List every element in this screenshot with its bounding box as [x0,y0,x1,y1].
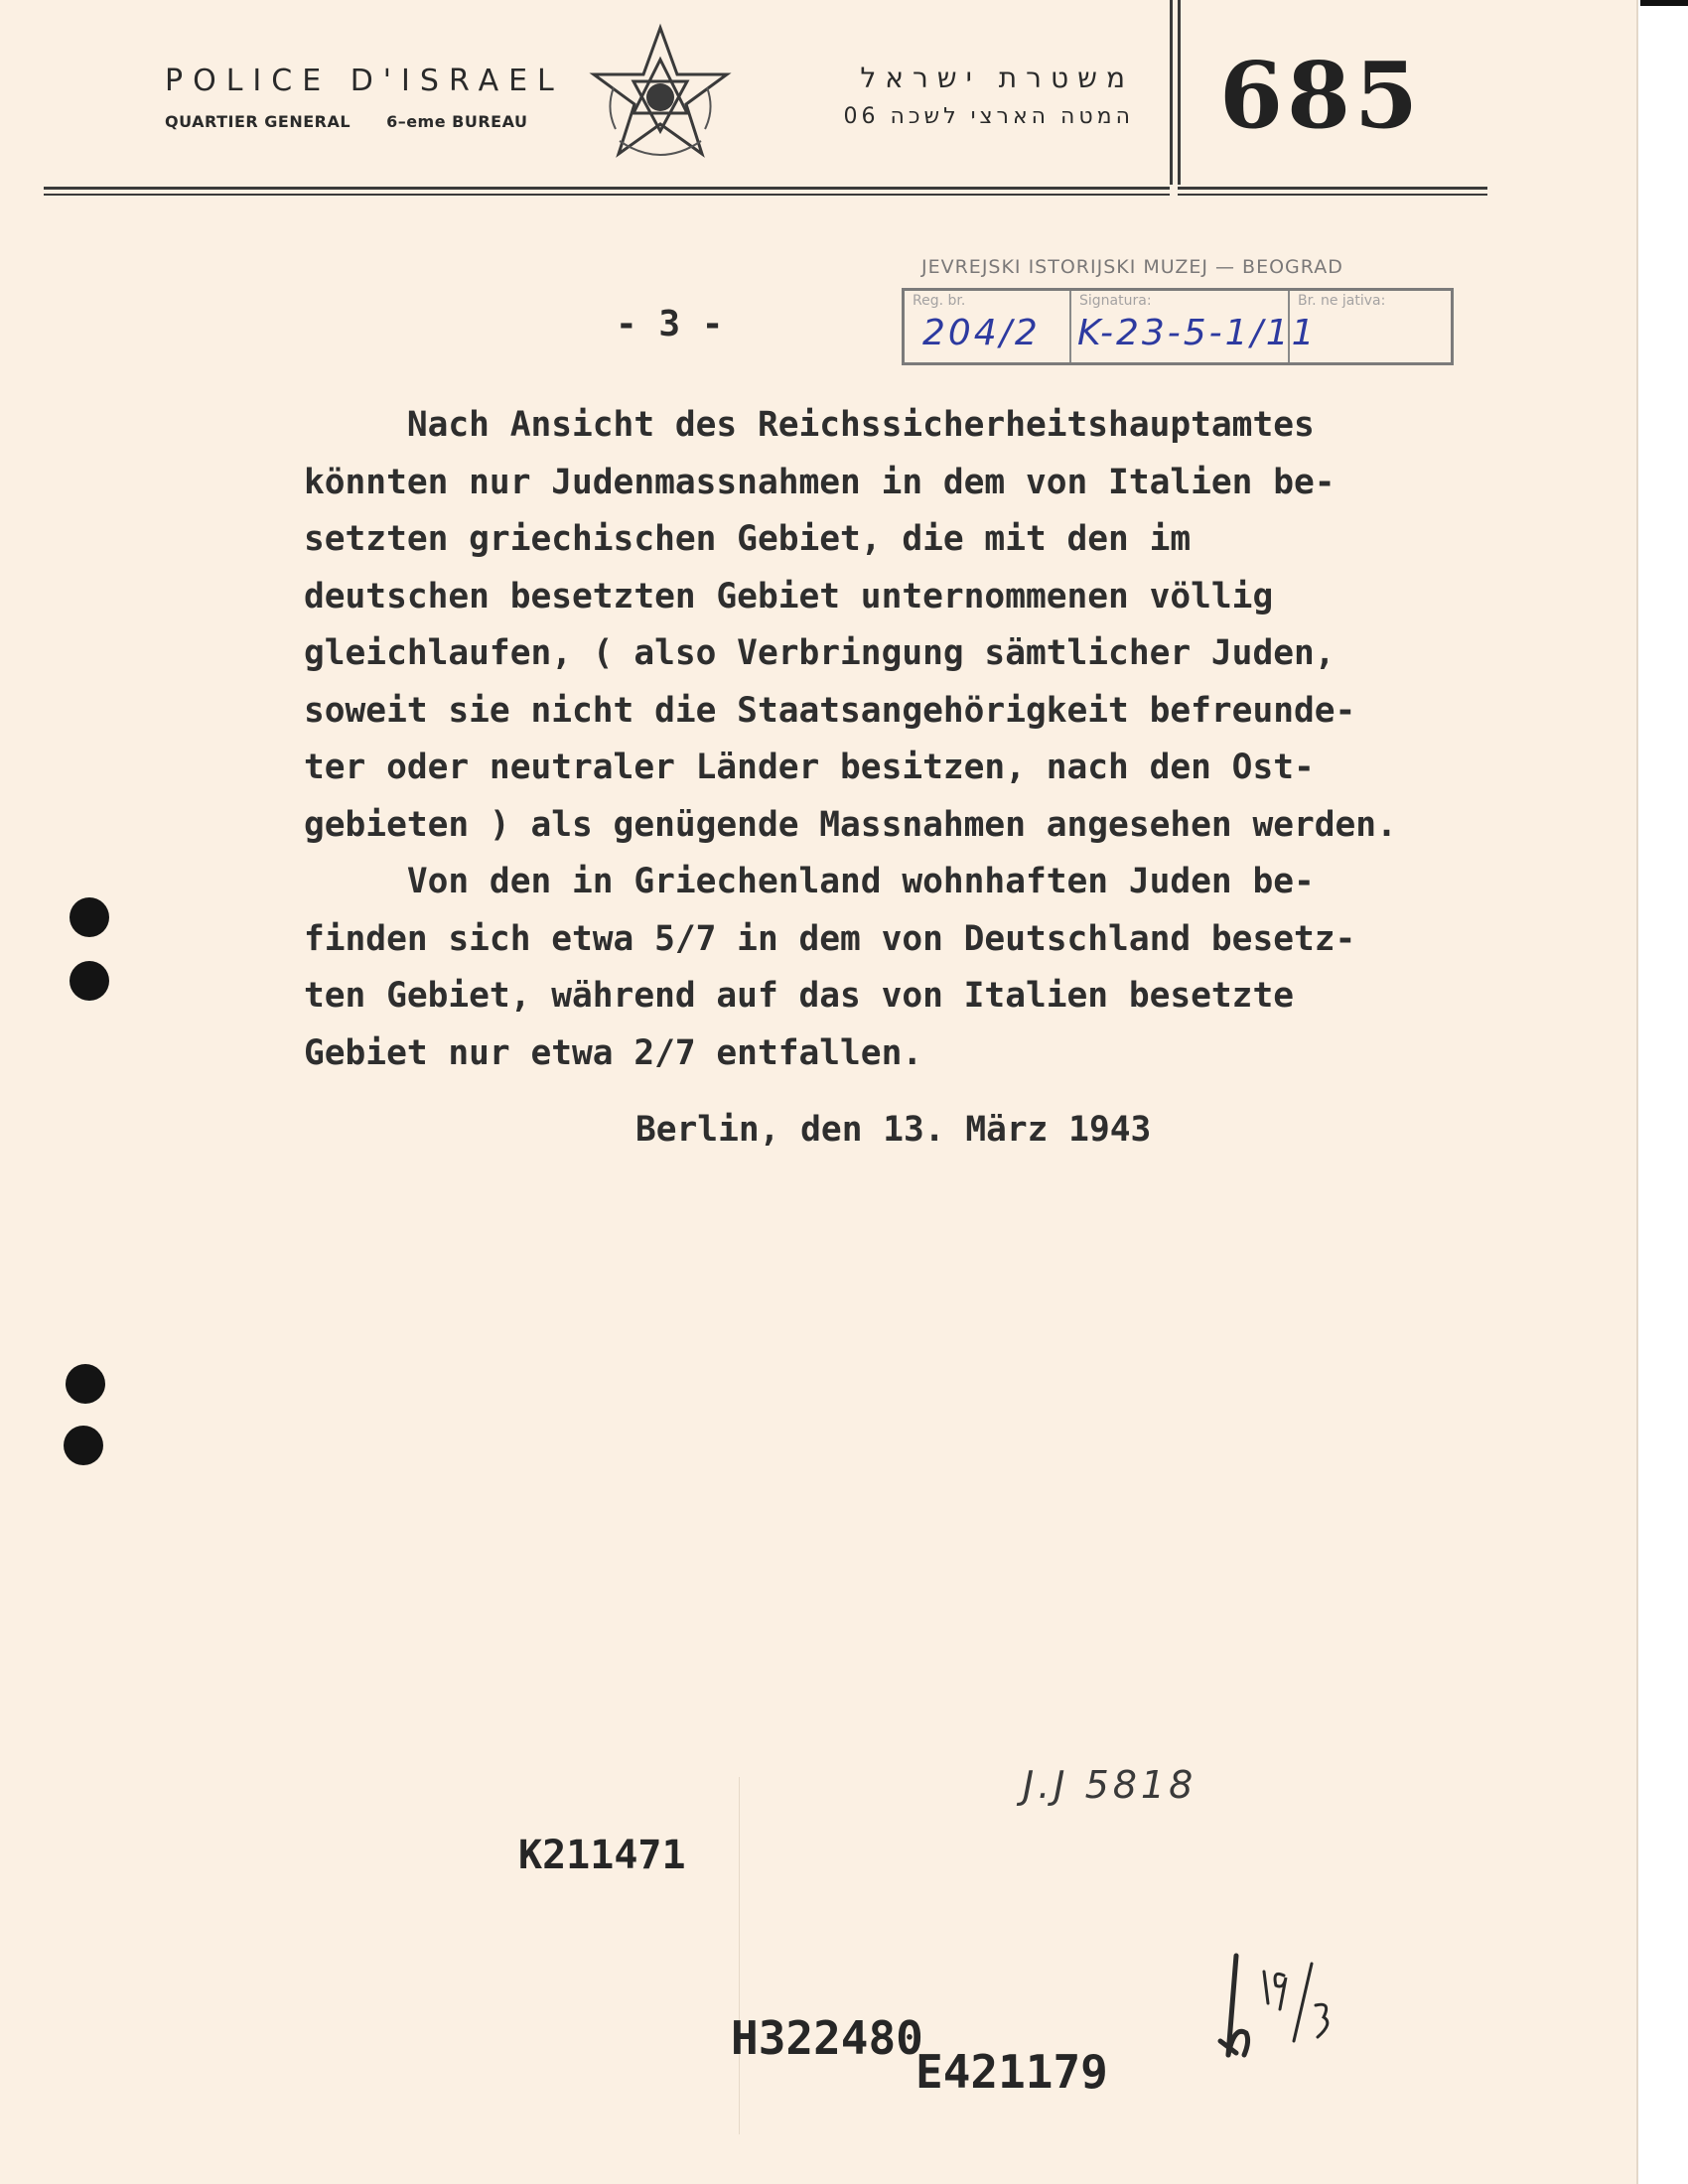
bureau-label: 6–eme BUREAU [386,112,528,131]
stamp-signature-cell [1071,291,1318,362]
signature-initials [1206,1946,1355,2065]
text-line: gleichlaufen, ( also Verbringung sämtlicher Juden, [304,633,1336,673]
org-subtitle-hebrew: המטה הארצי לשכה 06 [843,104,1134,129]
text-line: Nach Ansicht des Reichssicherheitshauptamtes [304,405,1315,445]
archive-code-h: H322480 [731,2011,923,2065]
header-rule [1178,194,1487,196]
text-line: könnten nur Judenmassnahmen in dem von Italien be- [304,462,1336,502]
text-line: soweit sie nicht die Staatsangehörigkeit befreunde- [304,690,1356,731]
org-name-hebrew: משטרת ישראל [860,62,1134,94]
text-line: Von den in Griechenland wohnhaften Juden be- [304,862,1315,901]
text-line: gebieten ) als genügende Massnahmen angesehen werden. [304,804,1397,845]
letterhead-french [165,64,564,131]
stamp-reg-number: 204/2 [922,313,1041,353]
punch-hole [64,1426,103,1465]
header-rule [1178,187,1487,190]
stamp-signature-label: Signatura: [1079,293,1152,309]
page-number: - 3 - [616,304,724,344]
museum-stamp-title: JEVREJSKI ISTORIJSKI MUZEJ — BEOGRAD [921,256,1343,278]
punch-hole [70,961,109,1001]
stamp-reg-cell [905,291,1071,362]
text-line: setzten griechischen Gebiet, die mit den im [304,519,1192,559]
stamp-entry-cell [1290,291,1451,362]
archive-code-e: E421179 [915,2045,1108,2099]
header-divider [1178,0,1181,185]
header-divider [1170,0,1173,185]
org-subtitle-french [165,112,564,131]
scan-edge [1640,0,1688,6]
document-number: 685 [1219,42,1423,149]
stamp-entry-label: Br. ne jativa: [1298,293,1386,309]
archive-code-k: K211471 [518,1833,686,1878]
punch-hole [66,1364,105,1404]
text-line: finden sich etwa 5/7 in dem von Deutschland besetz- [304,918,1356,959]
stamp-reg-label: Reg. br. [913,293,966,309]
punch-hole [70,897,109,937]
handwritten-reference: J.J 5818 [1023,1763,1197,1807]
stamp-signature-value: K-23-5-1/11 [1077,313,1318,353]
museum-stamp [902,288,1454,365]
text-line: ter oder neutraler Länder besitzen, nach den Ost- [304,748,1315,787]
date-line: Berlin, den 13. März 1943 [635,1110,1152,1150]
police-emblem-icon [586,20,735,179]
header-rule [44,194,1170,196]
paragraph-1 [304,397,1397,854]
crease-line [739,1777,740,2134]
org-name-french: POLICE D'ISRAEL [165,64,564,98]
header-rule [44,187,1170,190]
hq-label: QUARTIER GENERAL [165,112,352,131]
paragraph-2 [304,854,1355,1082]
letterhead-hebrew [747,62,1134,129]
text-line: ten Gebiet, während auf das von Italien besetzte [304,976,1294,1016]
text-line: deutschen besetzten Gebiet unternommenen völlig [304,576,1274,616]
text-line: Gebiet nur etwa 2/7 entfallen. [304,1032,923,1073]
